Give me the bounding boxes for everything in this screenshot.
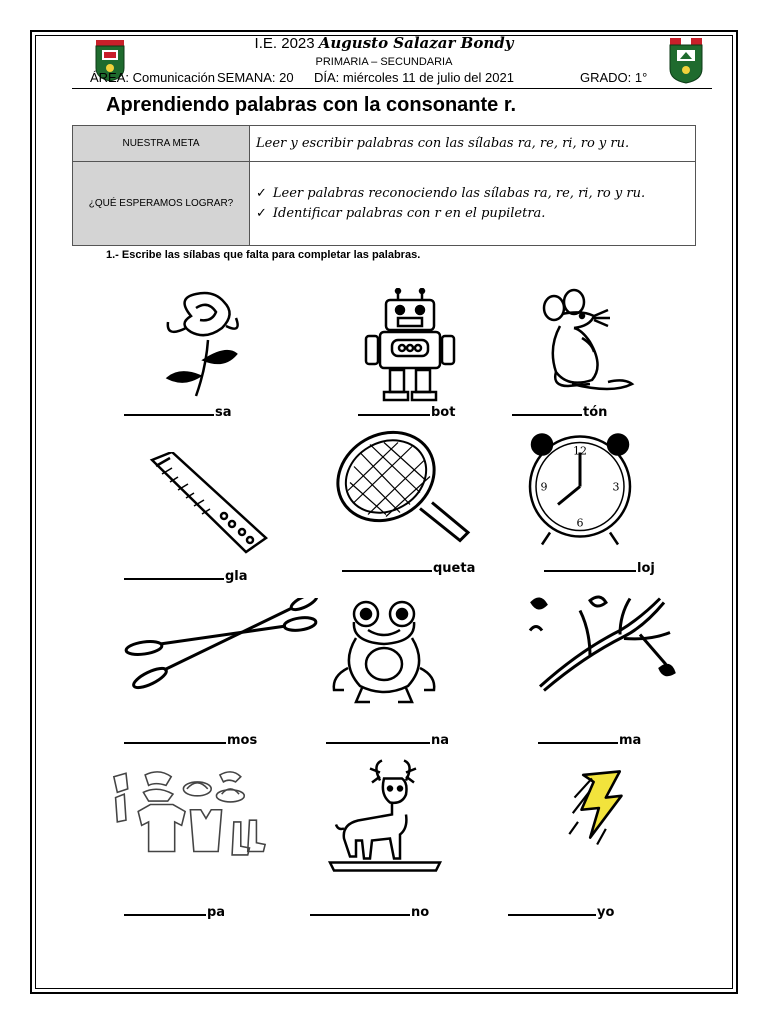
info-line bbox=[72, 68, 712, 89]
branch-image bbox=[520, 588, 740, 708]
word-blank[interactable]: yo bbox=[508, 904, 614, 920]
word-blank[interactable]: queta bbox=[342, 560, 475, 576]
check-icon: ✓ bbox=[256, 205, 267, 221]
svg-text:6: 6 bbox=[576, 516, 584, 530]
school-heading bbox=[0, 34, 768, 52]
rose-image bbox=[96, 288, 316, 403]
svg-text:12: 12 bbox=[573, 444, 587, 458]
word-cell-branch bbox=[520, 588, 740, 748]
check-icon: ✓ bbox=[256, 185, 267, 201]
word-cell-racket bbox=[320, 430, 540, 576]
day-label: DÍA: miércoles 11 de julio del 2021 bbox=[314, 70, 514, 85]
word-cell-frog bbox=[326, 598, 546, 748]
word-cell-oars bbox=[120, 598, 340, 748]
svg-text:9: 9 bbox=[540, 480, 548, 494]
expect-item: ✓ Identificar palabras con r en el pupiletra. bbox=[256, 205, 546, 221]
goals-table bbox=[72, 125, 696, 246]
word-cell-lightning bbox=[508, 768, 728, 920]
word-blank[interactable]: loj bbox=[544, 560, 655, 576]
word-cell-clothes bbox=[96, 768, 316, 920]
week-label: SEMANA: 20 bbox=[217, 70, 294, 85]
school-level: PRIMARIA – SECUNDARIA bbox=[315, 56, 453, 68]
word-blank[interactable]: ma bbox=[538, 732, 641, 748]
expect-item: ✓ Leer palabras reconociendo las sílabas ra, re, ri, ro y ru. bbox=[256, 185, 646, 201]
word-cell-ruler bbox=[96, 452, 316, 582]
expect-label: ¿QUÉ ESPERAMOS LOGRAR? bbox=[73, 162, 250, 246]
clothes-image bbox=[96, 768, 316, 868]
page-title: Aprendiendo palabras con la consonante r. bbox=[106, 94, 517, 116]
ruler-image bbox=[96, 452, 316, 567]
goal-text: Leer y escribir palabras con las sílabas ra, re, ri, ro y ru. bbox=[250, 126, 696, 162]
word-cell-rose bbox=[96, 288, 316, 418]
goal-label: NUESTRA META bbox=[73, 126, 250, 162]
expect-list bbox=[250, 162, 696, 246]
word-cell-clock bbox=[520, 430, 740, 576]
svg-text:3: 3 bbox=[612, 480, 620, 494]
racket-image bbox=[320, 430, 540, 550]
frog-image bbox=[326, 598, 546, 713]
word-blank[interactable]: bot bbox=[358, 404, 455, 420]
clock-image bbox=[520, 430, 740, 550]
word-blank[interactable]: pa bbox=[124, 904, 225, 920]
word-blank[interactable]: tón bbox=[512, 404, 607, 420]
mouse-image bbox=[512, 288, 732, 403]
word-blank[interactable]: gla bbox=[124, 568, 248, 584]
reindeer-image bbox=[310, 756, 530, 876]
word-blank[interactable]: sa bbox=[124, 404, 232, 420]
school-name: Augusto Salazar Bondy bbox=[318, 34, 514, 52]
word-cell-mouse bbox=[512, 288, 732, 418]
instruction: 1.- Escribe las sílabas que falta para completar las palabras. bbox=[106, 249, 421, 261]
oars-image bbox=[120, 598, 340, 713]
grade-label: GRADO: 1° bbox=[580, 70, 648, 85]
lightning-image bbox=[508, 768, 728, 868]
word-cell-reindeer bbox=[310, 756, 530, 920]
word-blank[interactable]: na bbox=[326, 732, 449, 748]
school-prefix: I.E. 2023 bbox=[254, 35, 315, 52]
word-blank[interactable]: no bbox=[310, 904, 429, 920]
word-blank[interactable]: mos bbox=[124, 732, 257, 748]
area-label: ÁREA: Comunicación bbox=[90, 70, 215, 85]
